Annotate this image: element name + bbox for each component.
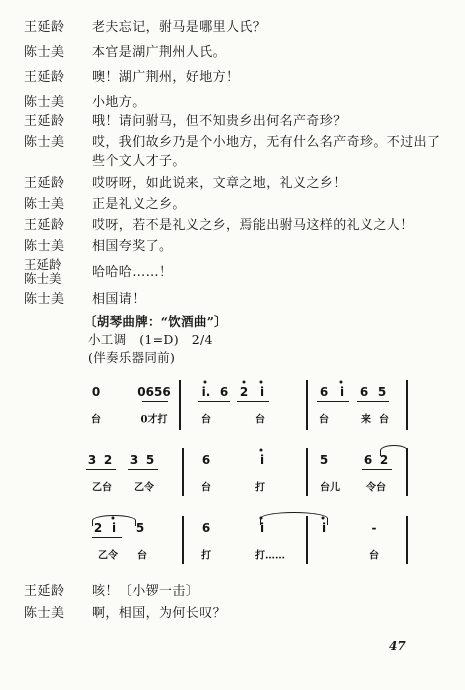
- note: 6: [363, 453, 373, 467]
- underline: [357, 401, 389, 402]
- tie-arc: [260, 512, 328, 525]
- bar-line: [406, 380, 408, 430]
- bar-line: [406, 448, 408, 496]
- note: i: [321, 521, 327, 535]
- line-text: 啊，相国，为何长叹？: [92, 606, 227, 621]
- dialogue-line: [24, 258, 447, 288]
- bar-line: [182, 448, 184, 496]
- note: 3: [87, 453, 97, 467]
- speaker: 王延龄: [24, 584, 65, 599]
- speaker: 陈士美: [24, 95, 65, 110]
- percussion-syllable: 打……: [255, 550, 285, 562]
- page-number: 47: [389, 639, 406, 653]
- bar-line: [182, 516, 184, 564]
- note: 6: [201, 521, 211, 535]
- bar-line: [306, 380, 308, 430]
- line-text: 噢！湖广荆州，好地方！: [92, 70, 240, 85]
- line-text: 本官是湖广荆州人氏。: [92, 45, 227, 60]
- percussion-syllable: 台: [319, 414, 329, 426]
- note: 0: [91, 385, 101, 399]
- notation-score: [84, 362, 414, 582]
- underline: [142, 401, 168, 402]
- line-text: 哎呀呀，如此说来，文章之地，礼义之乡！: [92, 176, 347, 191]
- line-text: 相国请！: [92, 292, 146, 307]
- high-dot: [204, 381, 207, 384]
- high-dot: [112, 517, 115, 520]
- underline: [237, 401, 269, 402]
- percussion-syllable: 来: [361, 414, 371, 426]
- underline: [362, 469, 392, 470]
- percussion-syllable: 0才打: [140, 414, 168, 426]
- line-text: 哦！请问驸马，但不知贵乡出何名产奇珍？: [92, 114, 347, 129]
- high-dot: [340, 381, 343, 384]
- note: 5: [319, 453, 329, 467]
- line-text: 哎，我们故乡乃是个小地方，无有什么名产奇珍。不过出了些个文人才子。: [92, 135, 441, 169]
- line-text: 小地方。: [92, 95, 146, 110]
- percussion-syllable: 乙令: [134, 482, 154, 494]
- note: 2: [239, 385, 249, 399]
- tie-arc: [380, 445, 408, 456]
- percussion-syllable: 台: [379, 414, 389, 426]
- note: 3: [129, 453, 139, 467]
- bar-line: [179, 380, 181, 430]
- percussion-syllable: 台: [201, 414, 211, 426]
- percussion-syllable: 乙台: [92, 482, 112, 494]
- note: i: [339, 385, 345, 399]
- high-dot: [260, 449, 263, 452]
- line-text: 正是礼义之乡。: [92, 197, 186, 212]
- note: 0656: [137, 385, 171, 399]
- speaker: 陈士美: [24, 239, 65, 254]
- speaker: 王延龄: [24, 176, 65, 191]
- note: 5: [377, 385, 387, 399]
- speaker: 陈士美: [24, 197, 65, 212]
- high-dot: [243, 381, 246, 384]
- note: 6: [201, 453, 211, 467]
- percussion-syllable: 打: [201, 550, 211, 562]
- bar-line: [406, 516, 408, 564]
- speaker: 陈士美: [24, 45, 65, 60]
- qupai-note: (伴奏乐器同前): [88, 350, 176, 365]
- underline: [128, 469, 158, 470]
- speaker: 王延龄: [24, 70, 65, 85]
- note: 5: [145, 453, 155, 467]
- note: 6: [219, 385, 229, 399]
- note: i: [259, 385, 265, 399]
- note: 2: [103, 453, 113, 467]
- note: i: [111, 521, 117, 535]
- underline: [198, 401, 230, 402]
- note: 6: [319, 385, 329, 399]
- line-text: 咳！〔小锣一击〕: [92, 584, 200, 599]
- percussion-syllable: 台儿: [320, 482, 340, 494]
- note: -: [371, 521, 377, 535]
- high-dot: [322, 517, 325, 520]
- percussion-syllable: 台: [369, 550, 379, 562]
- speaker: 王延龄: [24, 114, 65, 129]
- percussion-syllable: 台: [91, 414, 101, 426]
- percussion-syllable: 乙令: [98, 550, 118, 562]
- speaker: 王延龄: [24, 20, 65, 35]
- qupai-key: 小工调 (1=D) 2/4: [88, 332, 213, 347]
- percussion-syllable: 台: [255, 414, 265, 426]
- underline: [86, 469, 116, 470]
- qupai-title: 〔胡琴曲牌：“饮酒曲”〕: [84, 314, 227, 329]
- line-text: 哈哈哈……！: [92, 265, 173, 280]
- dialogue-line: [24, 133, 447, 173]
- note: 2: [93, 521, 103, 535]
- note: 5: [135, 521, 145, 535]
- note: i: [259, 453, 265, 467]
- note: i.: [201, 385, 211, 399]
- percussion-syllable: 打: [255, 482, 265, 494]
- speaker: 陈士美: [24, 606, 65, 621]
- speaker-pair: 王延龄 陈士美: [24, 257, 62, 286]
- speaker: 陈士美: [24, 292, 65, 307]
- underline: [92, 537, 122, 538]
- line-text: 老夫忘记，驸马是哪里人氏？: [92, 20, 267, 35]
- bar-line: [306, 516, 308, 564]
- line-text: 哎呀，若不是礼义之乡，焉能出驸马这样的礼义之人！: [92, 218, 414, 233]
- note: 6: [359, 385, 369, 399]
- note: 2: [379, 453, 389, 467]
- high-dot: [260, 381, 263, 384]
- bar-line: [306, 448, 308, 496]
- speaker: 王延龄: [24, 218, 65, 233]
- line-text: 相国夸奖了。: [92, 239, 173, 254]
- note: i: [259, 521, 265, 535]
- percussion-syllable: 台: [137, 550, 147, 562]
- percussion-syllable: 台: [201, 482, 211, 494]
- percussion-syllable: 令台: [366, 482, 386, 494]
- underline: [317, 401, 349, 402]
- speaker: 陈士美: [24, 135, 65, 150]
